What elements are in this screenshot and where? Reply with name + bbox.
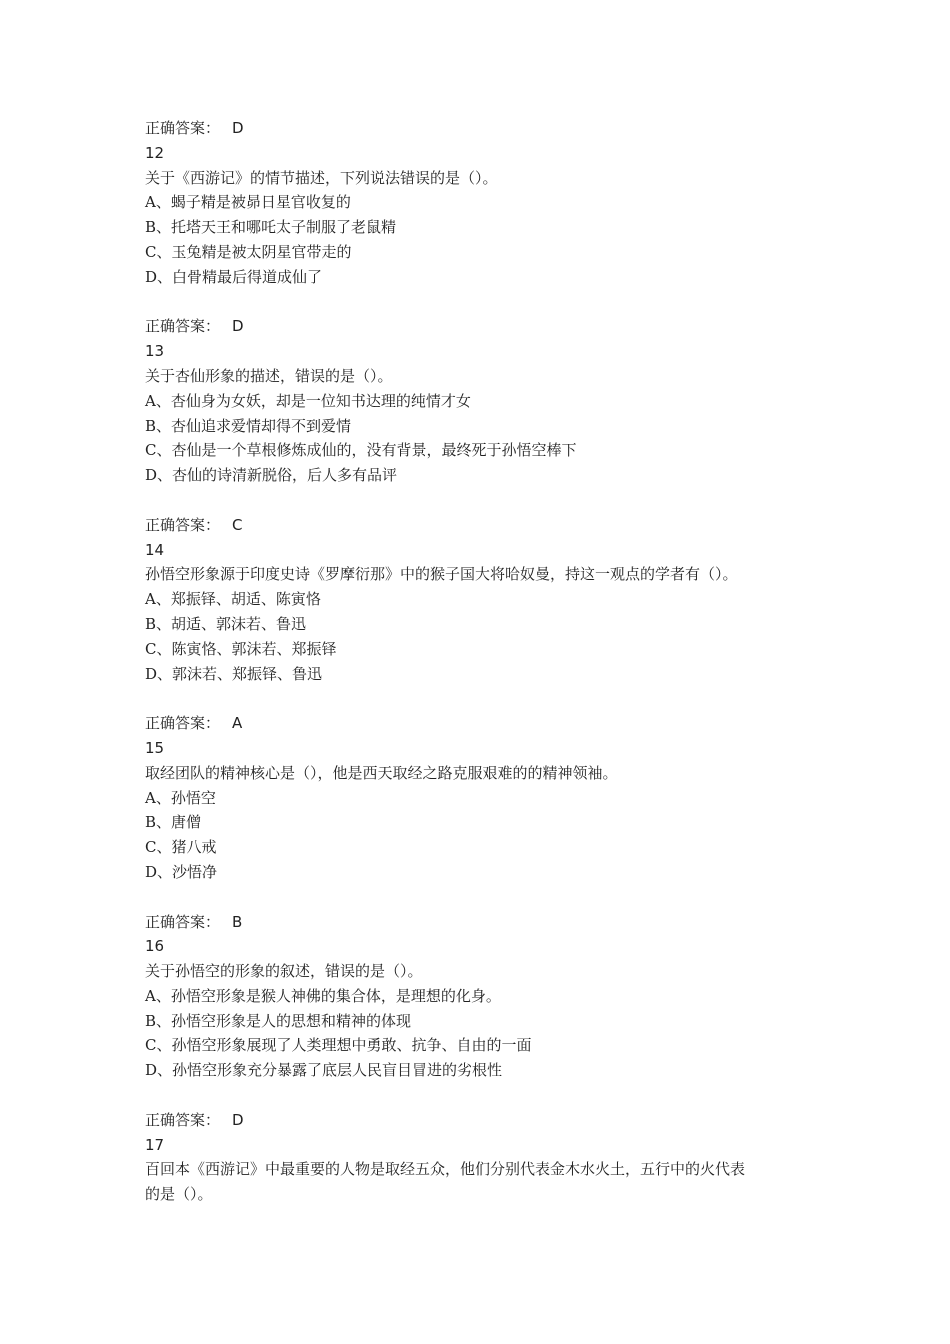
option-a: A、杏仙身为女妖，却是一位知书达理的纯情才女	[145, 391, 471, 410]
answer-letter: A	[232, 714, 243, 733]
option-a: A、蝎子精是被昴日星官收复的	[145, 193, 351, 212]
question-stem: 关于孙悟空的形象的叙述，错误的是（）。	[145, 962, 423, 981]
option-b: B、托塔天王和哪吒太子制服了老鼠精	[145, 218, 397, 237]
option-d: D、孙悟空形象充分暴露了底层人民盲目冒进的劣根性	[145, 1061, 503, 1080]
question-number: 17	[145, 1135, 165, 1154]
option-a: A、孙悟空	[145, 788, 216, 807]
spacer	[145, 488, 825, 513]
option-c: C、猪八戒	[145, 838, 217, 857]
spacer	[145, 885, 825, 910]
option-c: C、陈寅恪、郭沫若、郑振铎	[145, 639, 337, 658]
question-list	[145, 116, 825, 1207]
answer-line: 正确答案： D	[145, 119, 244, 137]
spacer	[145, 686, 825, 711]
option-b: B、孙悟空形象是人的思想和精神的体现	[145, 1011, 412, 1030]
option-c: C、孙悟空形象展现了人类理想中勇敢、抗争、自由的一面	[145, 1036, 532, 1055]
question-stem: 关于杏仙形象的描述，错误的是（）。	[145, 366, 393, 385]
option-d: D、白骨精最后得道成仙了	[145, 267, 323, 286]
question-stem: 关于《西游记》的情节描述，下列说法错误的是（）。	[145, 168, 498, 187]
answer-letter: C	[232, 515, 243, 534]
option-d: D、杏仙的诗清新脱俗，后人多有品评	[145, 466, 398, 485]
answer-line: 正确答案： B	[145, 912, 243, 931]
option-b: B、胡适、郭沫若、鲁迅	[145, 614, 307, 633]
answer-letter: D	[232, 1110, 244, 1129]
spacer	[145, 290, 825, 315]
answer-line: 正确答案： D	[145, 1110, 244, 1129]
answer-line: 正确答案： C	[145, 515, 243, 534]
answer-letter: B	[232, 912, 243, 931]
answer-letter: D	[232, 119, 244, 137]
option-a: A、郑振铎、胡适、陈寅恪	[145, 590, 321, 609]
option-a: A、孙悟空形象是猴人神佛的集合体，是理想的化身。	[145, 986, 501, 1005]
question-stem: 取经团队的精神核心是（），他是西天取经之路克服艰难的的精神领袖。	[145, 763, 618, 782]
spacer	[145, 1083, 825, 1108]
question-stem: 百回本《西游记》中最重要的人物是取经五众，他们分别代表金木水火土，五行中的火代表	[145, 1160, 746, 1179]
option-b: B、杏仙追求爱情却得不到爱情	[145, 416, 352, 435]
question-stem-continued: 的是（）。	[145, 1185, 213, 1204]
option-d: D、沙悟净	[145, 862, 218, 881]
question-number: 12	[145, 143, 165, 162]
answer-line: 正确答案： D	[145, 317, 244, 336]
option-b: B、唐僧	[145, 813, 202, 832]
question-number: 13	[145, 342, 165, 361]
answer-letter: D	[232, 317, 244, 336]
question-number: 16	[145, 937, 165, 956]
question-number: 15	[145, 738, 165, 757]
option-c: C、玉兔精是被太阴星官带走的	[145, 242, 352, 261]
answer-line: 正确答案： A	[145, 714, 243, 733]
question-stem: 孙悟空形象源于印度史诗《罗摩衍那》中的猴子国大将哈奴曼，持这一观点的学者有（）。	[145, 565, 738, 584]
option-c: C、杏仙是一个草根修炼成仙的，没有背景，最终死于孙悟空棒下	[145, 441, 577, 460]
question-number: 14	[145, 540, 165, 559]
option-d: D、郭沫若、郑振铎、鲁迅	[145, 664, 323, 683]
